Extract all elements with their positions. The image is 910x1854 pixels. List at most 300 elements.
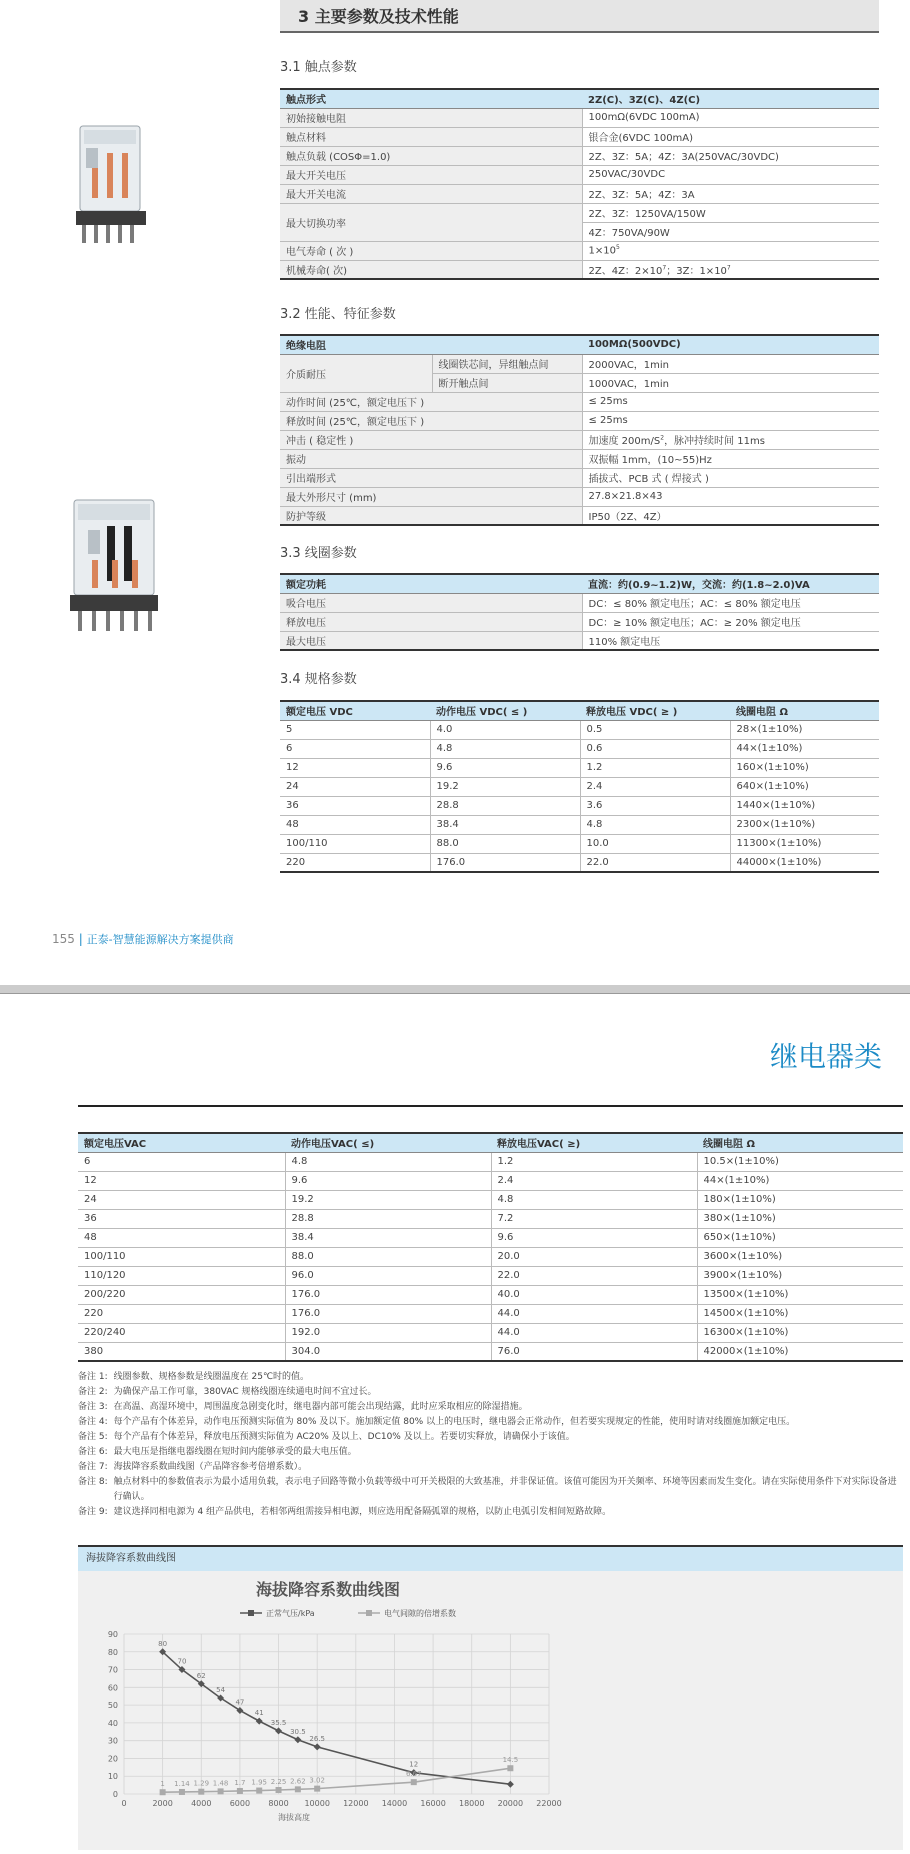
note-text: 触点材料中的参数值表示为最小适用负载，表示电子回路等微小负载等级中可开关极限的大致基准，并非保证值。该值可能因为开关频率、环境等因素而发生变化。请在实际使用条件下对实际设备进行确认。 [113, 1477, 897, 1502]
header-cell: 动作电压VAC( ≤) [285, 1133, 491, 1152]
table-cell: 6 [280, 739, 430, 758]
relay-product-image-1 [62, 118, 162, 258]
series-line [163, 1652, 511, 1784]
x-tick-label: 20000 [497, 1799, 524, 1808]
note-text: 建议选择同相电源为 4 组产品供电，若相邻两组需接异相电源，则应选用配备隔弧罩的规格，以防止电弧引发相间短路故障。 [113, 1507, 612, 1517]
x-tick-label: 16000 [420, 1799, 446, 1808]
table-cell: 13500×(1±10%) [697, 1285, 903, 1304]
header-cell: 线圈电阻 Ω [730, 701, 879, 720]
table-cell: 19.2 [285, 1190, 491, 1209]
table-cell: 28.8 [285, 1209, 491, 1228]
altitude-derating-chart [78, 1571, 903, 1850]
table-row [280, 834, 879, 853]
table-row [280, 631, 879, 650]
table-cell: 9.6 [430, 758, 580, 777]
table-cell: 100/110 [280, 834, 430, 853]
table-cell: 640×(1±10%) [730, 777, 879, 796]
data-point [411, 1779, 417, 1785]
row-value: 双振幅 1mm，(10~55)Hz [582, 449, 879, 468]
note-label: 备注 2: [78, 1387, 108, 1397]
table-cell: 19.2 [430, 777, 580, 796]
row-value: 110% 额定电压 [582, 631, 879, 650]
note-text: 海拔降容系数曲线图（产品降容参考倍增系数）。 [113, 1462, 308, 1472]
table-row [280, 411, 879, 430]
x-tick-label: 6000 [229, 1799, 251, 1808]
row-value: 27.8×21.8×43 [582, 487, 879, 506]
data-point [198, 1789, 204, 1795]
data-label: 30.5 [290, 1727, 306, 1736]
row-label: 初始接触电阻 [280, 108, 582, 127]
table-cell: 22.0 [491, 1266, 697, 1285]
table-cell: 10.5×(1±10%) [697, 1152, 903, 1171]
data-point [160, 1789, 166, 1795]
table-cell: 12 [78, 1171, 285, 1190]
table-cell: 76.0 [491, 1342, 697, 1361]
row-label: 最大开关电压 [280, 165, 582, 184]
data-point [314, 1743, 321, 1750]
table-cell: 0.5 [580, 720, 730, 739]
row-value: 4Z：750VA/90W [582, 222, 879, 241]
table-cell: 24 [280, 777, 430, 796]
footer-brand: 正泰-智慧能源解决方案提供商 [86, 933, 234, 946]
legend-marker [248, 1610, 254, 1616]
data-label: 6.67 [405, 1770, 422, 1779]
note-text: 为确保产品工作可靠，380VAC 规格线圈连续通电时间不宜过长。 [113, 1387, 377, 1397]
subsection-title-3-1: 3.1 触点参数 [280, 60, 357, 75]
table-cell: 44×(1±10%) [730, 739, 879, 758]
header-cell: 2Z(C)、3Z(C)、4Z(C) [582, 89, 879, 108]
header-cell: 释放电压VAC( ≥) [491, 1133, 697, 1152]
row-value: ≤ 25ms [582, 411, 879, 430]
data-label: 62 [196, 1671, 206, 1680]
data-point [276, 1787, 282, 1793]
table-row [280, 612, 879, 631]
data-label: 1.48 [212, 1779, 229, 1788]
data-label: 2.62 [290, 1777, 306, 1786]
table-row [280, 165, 879, 184]
value-base: 1×10 [588, 245, 616, 257]
row-value [582, 430, 879, 449]
value-part: 加速度 200m/S [588, 436, 661, 447]
table-row [280, 430, 879, 449]
table-cell: 6 [78, 1152, 285, 1171]
table-cell: 48 [280, 815, 430, 834]
note-item [78, 1445, 903, 1460]
table-cell: 200/220 [78, 1285, 285, 1304]
row-label: 动作时间 (25℃，额定电压下 ) [280, 392, 582, 411]
data-label: 70 [177, 1657, 187, 1666]
row-label: 释放时间 (25℃，额定电压下 ) [280, 411, 582, 430]
y-tick-label: 50 [107, 1701, 118, 1711]
row-sublabel: 线圈铁芯间，异组触点间 [432, 354, 582, 373]
table-row [280, 449, 879, 468]
row-value: IP50（2Z、4Z） [582, 506, 879, 525]
value-exponent: 5 [615, 244, 620, 252]
y-tick-label: 80 [107, 1647, 118, 1657]
data-label: 1.29 [193, 1779, 210, 1788]
legend-entry: 电气间隙的倍增系数 [384, 1609, 456, 1618]
table-cell: 48 [78, 1228, 285, 1247]
y-tick-label: 90 [107, 1630, 118, 1639]
data-label: 47 [235, 1698, 245, 1707]
table-header-row [280, 335, 879, 354]
note-label: 备注 7: [78, 1462, 108, 1472]
row-value: 2Z、3Z：5A；4Z：3A [582, 184, 879, 203]
table-cell: 5 [280, 720, 430, 739]
category-title: 继电器类 [770, 1040, 883, 1073]
data-point [275, 1727, 282, 1734]
data-label: 2.25 [270, 1778, 287, 1786]
row-sublabel: 断开触点间 [432, 373, 582, 392]
table-header-row [280, 701, 879, 720]
header-cell: 额定功耗 [280, 574, 582, 593]
table-row [280, 241, 879, 260]
table-cell: 220 [78, 1304, 285, 1323]
data-label: 1.7 [234, 1778, 246, 1787]
chart-section-header: 海拔降容系数曲线图 [78, 1545, 903, 1571]
row-value: 250VAC/30VDC [582, 165, 879, 184]
table-row [78, 1171, 903, 1190]
table-cell: 304.0 [285, 1342, 491, 1361]
section-title: 3 主要参数及技术性能 [280, 0, 879, 33]
table-header-row [78, 1133, 903, 1152]
table-row [280, 506, 879, 525]
value-exponent: 7 [726, 264, 731, 272]
row-label: 电气寿命 ( 次 ) [280, 241, 582, 260]
note-label: 备注 5: [78, 1432, 108, 1442]
x-tick-label: 10000 [304, 1799, 330, 1808]
table-row [280, 108, 879, 127]
notes-list [78, 1370, 903, 1520]
performance-parameters-table [280, 334, 879, 526]
table-cell: 42000×(1±10%) [697, 1342, 903, 1361]
row-label: 最大电压 [280, 631, 582, 650]
row-label: 触点负载 (COSΦ=1.0) [280, 146, 582, 165]
contact-parameters-table [280, 88, 879, 280]
row-value: 2Z、3Z：5A；4Z：3A(250VAC/30VDC) [582, 146, 879, 165]
note-label: 备注 9: [78, 1507, 108, 1517]
data-label: 14.5 [502, 1756, 519, 1765]
table-cell: 36 [280, 796, 430, 815]
note-item [78, 1385, 903, 1400]
table-row [78, 1152, 903, 1171]
table-cell: 14500×(1±10%) [697, 1304, 903, 1323]
table-cell: 100/110 [78, 1247, 285, 1266]
x-tick-label: 2000 [152, 1799, 173, 1808]
table-row [280, 593, 879, 612]
row-label: 振动 [280, 449, 582, 468]
x-axis-label: 海拔高度 [278, 1813, 310, 1822]
table-header-row [280, 89, 879, 108]
row-value: ≤ 25ms [582, 392, 879, 411]
value-part: 2Z、4Z：2×10 [588, 265, 663, 277]
row-value: 2000VAC，1min [582, 354, 879, 373]
y-tick-label: 0 [112, 1790, 118, 1799]
table-cell: 38.4 [285, 1228, 491, 1247]
value-part: ；3Z：1×10 [666, 265, 727, 277]
legend-entry: 正常气压/kPa [266, 1609, 315, 1618]
subsection-title-3-3: 3.3 线圈参数 [280, 546, 357, 561]
table-header-row [280, 574, 879, 593]
table-cell: 176.0 [285, 1304, 491, 1323]
row-label: 机械寿命( 次) [280, 260, 582, 279]
table-cell: 12 [280, 758, 430, 777]
header-cell: 绝缘电阻 [280, 335, 582, 354]
row-label: 引出端形式 [280, 468, 582, 487]
row-value [582, 241, 879, 260]
data-point [295, 1786, 301, 1792]
table-cell: 176.0 [430, 853, 580, 872]
table-cell: 180×(1±10%) [697, 1190, 903, 1209]
x-tick-label: 12000 [343, 1799, 369, 1808]
note-text: 每个产品有个体差异，动作电压预测实际值为 80% 及以下。施加额定值 80% 以上的电压时，继电器会正常动作，但若要实现规定的性能，使用时请对线圈施加额定电压。 [113, 1417, 796, 1427]
note-label: 备注 3: [78, 1402, 108, 1412]
category-rule [78, 1105, 903, 1107]
note-item [78, 1370, 903, 1385]
table-row [280, 260, 879, 279]
table-row [280, 468, 879, 487]
data-label: 1.95 [251, 1778, 268, 1787]
row-label: 最大开关电流 [280, 184, 582, 203]
table-cell: 2300×(1±10%) [730, 815, 879, 834]
table-row [280, 815, 879, 834]
page-footer [52, 931, 234, 947]
data-point [237, 1788, 243, 1794]
header-cell: 释放电压 VDC( ≥ ) [580, 701, 730, 720]
data-label: 54 [216, 1686, 226, 1694]
table-cell: 1.2 [491, 1152, 697, 1171]
dc-specification-table [280, 700, 879, 873]
row-label: 最大外形尺寸 (mm) [280, 487, 582, 506]
table-cell: 88.0 [285, 1247, 491, 1266]
table-cell: 0.6 [580, 739, 730, 758]
table-cell: 24 [78, 1190, 285, 1209]
table-row [280, 184, 879, 203]
table-row [78, 1323, 903, 1342]
data-point [256, 1718, 263, 1725]
table-cell: 2.4 [580, 777, 730, 796]
table-cell: 20.0 [491, 1247, 697, 1266]
legend-marker [366, 1610, 372, 1616]
page-divider-line [0, 993, 910, 994]
footer-separator: | [78, 932, 83, 946]
table-cell: 192.0 [285, 1323, 491, 1342]
note-label: 备注 6: [78, 1447, 108, 1457]
header-cell: 触点形式 [280, 89, 582, 108]
row-value: 银合金(6VDC 100mA) [582, 127, 879, 146]
note-label: 备注 4: [78, 1417, 108, 1427]
table-row [280, 392, 879, 411]
header-cell: 额定电压 VDC [280, 701, 430, 720]
row-value: 1000VAC，1min [582, 373, 879, 392]
header-cell: 100MΩ(500VDC) [582, 335, 879, 354]
data-point [294, 1736, 301, 1743]
note-label: 备注 8: [78, 1477, 108, 1487]
ac-specification-table [78, 1132, 903, 1362]
chart-panel [78, 1571, 903, 1850]
relay-product-image-2 [62, 490, 172, 640]
note-text: 每个产品有个体差异，释放电压预测实际值为 AC20% 及以上、DC10% 及以上。若要切实释放，请确保小于该值。 [113, 1432, 575, 1442]
table-cell: 7.2 [491, 1209, 697, 1228]
table-cell: 44000×(1±10%) [730, 853, 879, 872]
table-row [280, 758, 879, 777]
table-cell: 4.8 [491, 1190, 697, 1209]
row-label: 释放电压 [280, 612, 582, 631]
table-row [280, 739, 879, 758]
y-tick-label: 10 [107, 1772, 118, 1782]
x-tick-label: 0 [121, 1799, 127, 1808]
note-text: 线圈参数、规格参数是线圈温度在 25℃时的值。 [113, 1372, 310, 1382]
table-row [280, 796, 879, 815]
table-cell: 380×(1±10%) [697, 1209, 903, 1228]
table-cell: 650×(1±10%) [697, 1228, 903, 1247]
page-divider [0, 985, 910, 993]
table-cell: 88.0 [430, 834, 580, 853]
subsection-title-3-4: 3.4 规格参数 [280, 672, 357, 687]
table-row [280, 720, 879, 739]
table-cell: 110/120 [78, 1266, 285, 1285]
table-row [280, 127, 879, 146]
table-row [78, 1342, 903, 1361]
table-cell: 28.8 [430, 796, 580, 815]
table-cell: 220 [280, 853, 430, 872]
row-label: 吸合电压 [280, 593, 582, 612]
chart-title: 海拔降容系数曲线图 [255, 1580, 401, 1599]
y-tick-label: 60 [107, 1683, 118, 1693]
table-cell: 44×(1±10%) [697, 1171, 903, 1190]
row-label: 防护等级 [280, 506, 582, 525]
table-row [78, 1266, 903, 1285]
coil-parameters-table [280, 573, 879, 651]
table-row [78, 1228, 903, 1247]
table-cell: 96.0 [285, 1266, 491, 1285]
x-tick-label: 8000 [268, 1799, 289, 1808]
table-cell: 3.6 [580, 796, 730, 815]
table-row [78, 1190, 903, 1209]
note-item [78, 1505, 903, 1520]
table-row [280, 203, 879, 222]
row-value: DC：≥ 10% 额定电压；AC：≥ 20% 额定电压 [582, 612, 879, 631]
table-row [280, 146, 879, 165]
table-cell: 1440×(1±10%) [730, 796, 879, 815]
table-cell: 4.0 [430, 720, 580, 739]
table-row [280, 777, 879, 796]
value-part: ，脉冲持续时间 11ms [664, 436, 765, 447]
table-cell: 220/240 [78, 1323, 285, 1342]
data-label: 1.14 [174, 1779, 190, 1788]
table-cell: 22.0 [580, 853, 730, 872]
header-cell: 线圈电阻 Ω [697, 1133, 903, 1152]
table-cell: 38.4 [430, 815, 580, 834]
note-item [78, 1475, 903, 1505]
data-label: 35.5 [270, 1718, 287, 1727]
table-cell: 40.0 [491, 1285, 697, 1304]
data-label: 26.5 [309, 1734, 325, 1743]
table-cell: 3600×(1±10%) [697, 1247, 903, 1266]
table-row [78, 1285, 903, 1304]
table-row [78, 1304, 903, 1323]
table-row [280, 853, 879, 872]
data-point [179, 1789, 185, 1795]
subsection-title-3-2: 3.2 性能、特征参数 [280, 307, 396, 322]
note-text: 在高温、高湿环境中，周围温度急剧变化时，继电器内部可能会出现结露，此时应采取相应的除湿措施。 [113, 1402, 528, 1412]
y-tick-label: 70 [107, 1665, 118, 1675]
table-cell: 380 [78, 1342, 285, 1361]
row-value: DC：≤ 80% 额定电压；AC：≤ 80% 额定电压 [582, 593, 879, 612]
row-value: 插拔式、PCB 式 ( 焊接式 ) [582, 468, 879, 487]
header-cell: 直流：约(0.9~1.2)W，交流：约(1.8~2.0)VA [582, 574, 879, 593]
x-tick-label: 14000 [381, 1799, 408, 1808]
table-cell: 4.8 [285, 1152, 491, 1171]
table-cell: 28×(1±10%) [730, 720, 879, 739]
value-exponent: 2 [660, 434, 665, 442]
table-cell: 9.6 [285, 1171, 491, 1190]
x-tick-label: 4000 [191, 1799, 212, 1808]
table-cell: 1.2 [580, 758, 730, 777]
table-row [78, 1247, 903, 1266]
note-item [78, 1400, 903, 1415]
row-label: 冲击 ( 稳定性 ) [280, 430, 582, 449]
data-point [507, 1765, 513, 1771]
note-label: 备注 1: [78, 1372, 108, 1382]
table-cell: 4.8 [580, 815, 730, 834]
row-label: 介质耐压 [280, 354, 432, 392]
value-exponent: 7 [662, 264, 667, 272]
table-row [280, 354, 879, 373]
note-item [78, 1460, 903, 1475]
table-cell: 44.0 [491, 1323, 697, 1342]
data-point [218, 1788, 224, 1794]
header-cell: 动作电压 VDC( ≤ ) [430, 701, 580, 720]
data-label: 1 [160, 1780, 165, 1789]
table-cell: 9.6 [491, 1228, 697, 1247]
y-tick-label: 30 [107, 1736, 118, 1746]
x-tick-label: 22000 [536, 1799, 562, 1808]
table-cell: 4.8 [430, 739, 580, 758]
data-point [256, 1788, 262, 1794]
table-cell: 2.4 [491, 1171, 697, 1190]
table-cell: 36 [78, 1209, 285, 1228]
x-tick-label: 18000 [459, 1799, 485, 1808]
row-label: 最大切换功率 [280, 203, 582, 241]
row-value: 100mΩ(6VDC 100mA) [582, 108, 879, 127]
table-row [280, 487, 879, 506]
table-cell: 10.0 [580, 834, 730, 853]
note-item [78, 1430, 903, 1445]
table-cell: 3900×(1±10%) [697, 1266, 903, 1285]
table-cell: 176.0 [285, 1285, 491, 1304]
y-tick-label: 20 [107, 1754, 118, 1764]
note-item [78, 1415, 903, 1430]
table-cell: 160×(1±10%) [730, 758, 879, 777]
data-point [507, 1781, 514, 1788]
data-label: 3.02 [309, 1776, 325, 1785]
page-number: 155 [52, 932, 75, 946]
row-value: 2Z、3Z：1250VA/150W [582, 203, 879, 222]
table-cell: 16300×(1±10%) [697, 1323, 903, 1342]
data-label: 80 [158, 1639, 168, 1648]
note-text: 最大电压是指继电器线圈在短时间内能够承受的最大电压值。 [113, 1447, 357, 1457]
data-label: 41 [254, 1709, 264, 1718]
data-label: 12 [409, 1760, 419, 1769]
table-cell: 11300×(1±10%) [730, 834, 879, 853]
row-value [582, 260, 879, 279]
table-cell: 44.0 [491, 1304, 697, 1323]
data-point [314, 1786, 320, 1792]
header-cell: 额定电压VAC [78, 1133, 285, 1152]
y-tick-label: 40 [107, 1718, 118, 1728]
row-label: 触点材料 [280, 127, 582, 146]
